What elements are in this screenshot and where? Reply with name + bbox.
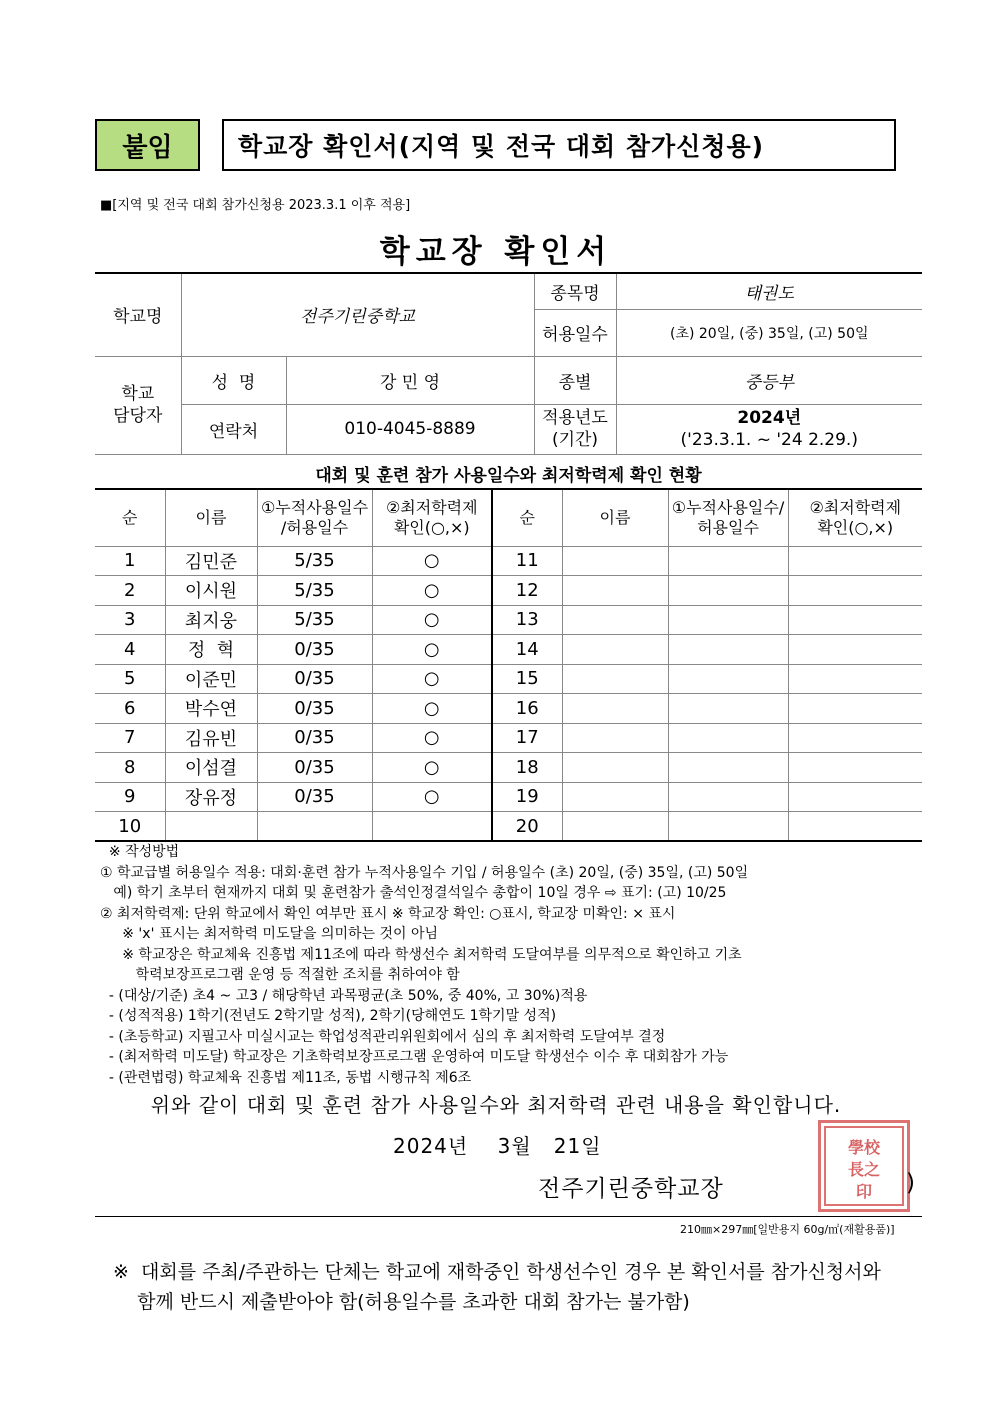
table-cell: ○ — [372, 782, 492, 812]
table-cell: 6 — [95, 694, 165, 724]
table-cell: 김민준 — [165, 546, 257, 576]
method-line: - (성적적용) 1학기(전년도 2학기말 성적), 2학기(당해연도 1학기말 성적) — [100, 1008, 557, 1024]
table-cell: 4 — [95, 635, 165, 665]
paper-spec: 210㎜×297㎜[일반용지 60g/㎡(재활용품)] — [680, 1223, 895, 1236]
column-header: ①누적사용일수 /허용일수 — [257, 489, 372, 546]
table-cell — [668, 723, 788, 753]
table-cell — [668, 576, 788, 606]
table-cell: ○ — [372, 694, 492, 724]
method-line: - (초등학교) 지필고사 미실시교는 학업성적관리위원회에서 심의 후 최저학력 도달여부 결정 — [100, 1028, 666, 1045]
table-cell: 9 — [95, 782, 165, 812]
table-cell: 20 — [492, 812, 562, 842]
table-cell — [668, 664, 788, 694]
year-label: 적용년도 (기간) — [534, 404, 616, 454]
table-cell: 8 — [95, 753, 165, 783]
table-cell — [562, 723, 668, 753]
sport-value: 태권도 — [616, 273, 922, 309]
document-heading: 학교장 확인서(지역 및 전국 대회 참가신청용) — [222, 119, 896, 171]
table-cell: ○ — [372, 635, 492, 665]
table-cell: 0/35 — [257, 753, 372, 783]
table-cell: 19 — [492, 782, 562, 812]
table-cell — [788, 753, 922, 783]
section-title: 대회 및 훈련 참가 사용일수와 최저학력제 확인 현황 — [315, 466, 702, 486]
writing-method-notes — [100, 842, 930, 1088]
table-cell — [562, 635, 668, 665]
table-cell — [668, 782, 788, 812]
table-cell: 0/35 — [257, 694, 372, 724]
table-cell — [668, 812, 788, 842]
column-header: 순 — [95, 489, 165, 546]
column-header: ①누적사용일수/ 허용일수 — [668, 489, 788, 546]
table-row — [95, 694, 922, 724]
confirmation-statement: 위와 같이 대회 및 훈련 참가 사용일수와 최저학력 관련 내용을 확인합니다. — [150, 1093, 842, 1117]
table-cell: 5/35 — [257, 576, 372, 606]
year-value: 2024년 — [737, 408, 802, 428]
official-seal-stamp — [818, 1120, 910, 1212]
method-line: ① 학교급별 허용일수 적용: 대회·훈련 참가 누적사용일수 기입 / 허용일수 (초) 20일, (중) 35일, (고) 50일 — [100, 864, 749, 881]
applicability-note: ■[지역 및 전국 대회 참가신청용 2023.3.1 이후 적용] — [100, 198, 411, 213]
table-cell: 11 — [492, 546, 562, 576]
table-cell: 이준민 — [165, 664, 257, 694]
table-cell: 18 — [492, 753, 562, 783]
table-cell — [562, 694, 668, 724]
table-row — [95, 782, 922, 812]
column-header: ②최저학력제 확인(○,×) — [372, 489, 492, 546]
table-cell: 7 — [95, 723, 165, 753]
table-cell: 박수연 — [165, 694, 257, 724]
table-cell — [668, 694, 788, 724]
table-cell — [562, 576, 668, 606]
attachment-tag: 붙임 — [95, 119, 200, 171]
table-cell: 정 혁 — [165, 635, 257, 665]
table-cell: 장유정 — [165, 782, 257, 812]
column-header: 순 — [492, 489, 562, 546]
method-line: ※ 작성방법 — [100, 844, 180, 860]
footnote-line-1: ※ 대회를 주최/주관하는 단체는 학교에 재학중인 학생선수인 경우 본 확인서를 참가신청서와 — [113, 1261, 881, 1283]
table-cell — [788, 694, 922, 724]
table-cell: 최지웅 — [165, 605, 257, 635]
table-cell — [562, 546, 668, 576]
name-value: 강 민 영 — [286, 356, 534, 404]
table-cell: ○ — [372, 723, 492, 753]
method-line: ② 최저학력제: 단위 학교에서 확인 여부만 표시 ※ 학교장 확인: ○표시, 학교장 미확인: × 표시 — [100, 905, 676, 922]
column-header: 이름 — [165, 489, 257, 546]
table-cell — [668, 635, 788, 665]
seal-icon — [821, 1123, 907, 1209]
table-row — [95, 576, 922, 606]
table-cell — [788, 546, 922, 576]
divider — [95, 1216, 922, 1217]
table-cell — [562, 812, 668, 842]
table-cell — [165, 812, 257, 842]
method-line: - (대상/기준) 초4 ~ 고3 / 해당학년 과목평균(초 50%, 중 40%, 고 30%)적용 — [100, 987, 588, 1004]
table-cell — [562, 664, 668, 694]
table-cell — [562, 605, 668, 635]
table-cell — [788, 576, 922, 606]
table-row — [95, 605, 922, 635]
svg-text:學校: 學校 — [847, 1138, 881, 1157]
table-row — [95, 546, 922, 576]
division-value: 중등부 — [616, 356, 922, 404]
table-row — [95, 812, 922, 842]
table-cell — [788, 605, 922, 635]
table-cell — [257, 812, 372, 842]
table-cell: 5/35 — [257, 605, 372, 635]
table-cell: 0/35 — [257, 664, 372, 694]
table-cell — [668, 546, 788, 576]
svg-text:長之: 長之 — [847, 1160, 881, 1179]
column-header: 이름 — [562, 489, 668, 546]
table-cell: 14 — [492, 635, 562, 665]
table-cell — [562, 782, 668, 812]
table-cell — [788, 635, 922, 665]
table-cell: 16 — [492, 694, 562, 724]
method-line: 예) 학기 초부터 현재까지 대회 및 훈련참가 출석인정결석일수 총합이 10일 경우 ⇨ 표기: (고) 10/25 — [100, 885, 727, 901]
table-cell: 0/35 — [257, 635, 372, 665]
footnote — [113, 1257, 881, 1317]
table-header-row — [95, 489, 922, 546]
school-label: 학교명 — [95, 273, 181, 356]
method-line: - (관련법령) 학교체육 진흥법 제11조, 동법 시행규칙 제6조 — [100, 1069, 472, 1086]
table-row — [95, 635, 922, 665]
name-label: 성 명 — [181, 356, 286, 404]
contact-value: 010-4045-8889 — [286, 404, 534, 454]
signature-close-paren: ) — [906, 1170, 915, 1196]
table-cell: 1 — [95, 546, 165, 576]
contact-label: 연락처 — [181, 404, 286, 454]
table-cell: ○ — [372, 546, 492, 576]
svg-text:印: 印 — [855, 1182, 873, 1201]
period-value: ('23.3.1. ~ '24 2.29.) — [680, 430, 858, 450]
method-line: 학력보장프로그램 운영 등 적절한 조치를 취하여야 함 — [100, 967, 460, 983]
table-cell: 이시원 — [165, 576, 257, 606]
table-cell: ○ — [372, 753, 492, 783]
table-cell: 0/35 — [257, 782, 372, 812]
table-cell — [788, 723, 922, 753]
table-cell: 2 — [95, 576, 165, 606]
school-info-table — [95, 272, 922, 455]
table-cell: 김유빈 — [165, 723, 257, 753]
table-row — [95, 753, 922, 783]
year-cell — [616, 404, 922, 454]
method-line: - (최저학력 미도달) 학교장은 기초학력보장프로그램 운영하여 미도달 학생선수 이수 후 대회참가 가능 — [100, 1049, 729, 1065]
table-cell: 5/35 — [257, 546, 372, 576]
athlete-list-table — [95, 488, 922, 842]
division-label: 종별 — [534, 356, 616, 404]
column-header: ②최저학력제 확인(○,×) — [788, 489, 922, 546]
table-cell: 10 — [95, 812, 165, 842]
table-cell — [788, 664, 922, 694]
table-cell: ○ — [372, 605, 492, 635]
table-cell: 이섬결 — [165, 753, 257, 783]
table-cell — [788, 812, 922, 842]
signature-date: 2024년 3월 21일 — [393, 1134, 602, 1158]
table-cell: ○ — [372, 664, 492, 694]
table-cell — [668, 753, 788, 783]
principal-signature: 전주기린중학교장 — [538, 1176, 724, 1202]
manager-label: 학교 담당자 — [95, 356, 181, 454]
table-cell: 15 — [492, 664, 562, 694]
table-cell — [372, 812, 492, 842]
table-cell: 13 — [492, 605, 562, 635]
footnote-line-2: 함께 반드시 제출받아야 함(허용일수를 초과한 대회 참가는 불가함) — [113, 1291, 690, 1313]
table-cell: 17 — [492, 723, 562, 753]
page-title: 학교장 확인서 — [379, 234, 613, 270]
table-cell: 0/35 — [257, 723, 372, 753]
sport-label: 종목명 — [534, 273, 616, 309]
table-cell: 5 — [95, 664, 165, 694]
days-label: 허용일수 — [534, 309, 616, 356]
table-cell — [788, 782, 922, 812]
method-line: ※ 학교장은 학교체육 진흥법 제11조에 따라 학생선수 최저학력 도달여부를 의무적으로 확인하고 기초 — [100, 946, 742, 963]
school-value: 전주기린중학교 — [181, 273, 534, 356]
table-cell: 12 — [492, 576, 562, 606]
table-cell: ○ — [372, 576, 492, 606]
table-cell: 3 — [95, 605, 165, 635]
table-cell — [562, 753, 668, 783]
method-line: ※ 'x' 표시는 최저학력 미도달을 의미하는 것이 아님 — [100, 926, 439, 942]
table-row — [95, 664, 922, 694]
table-row — [95, 723, 922, 753]
days-value: (초) 20일, (중) 35일, (고) 50일 — [616, 309, 922, 356]
table-cell — [668, 605, 788, 635]
